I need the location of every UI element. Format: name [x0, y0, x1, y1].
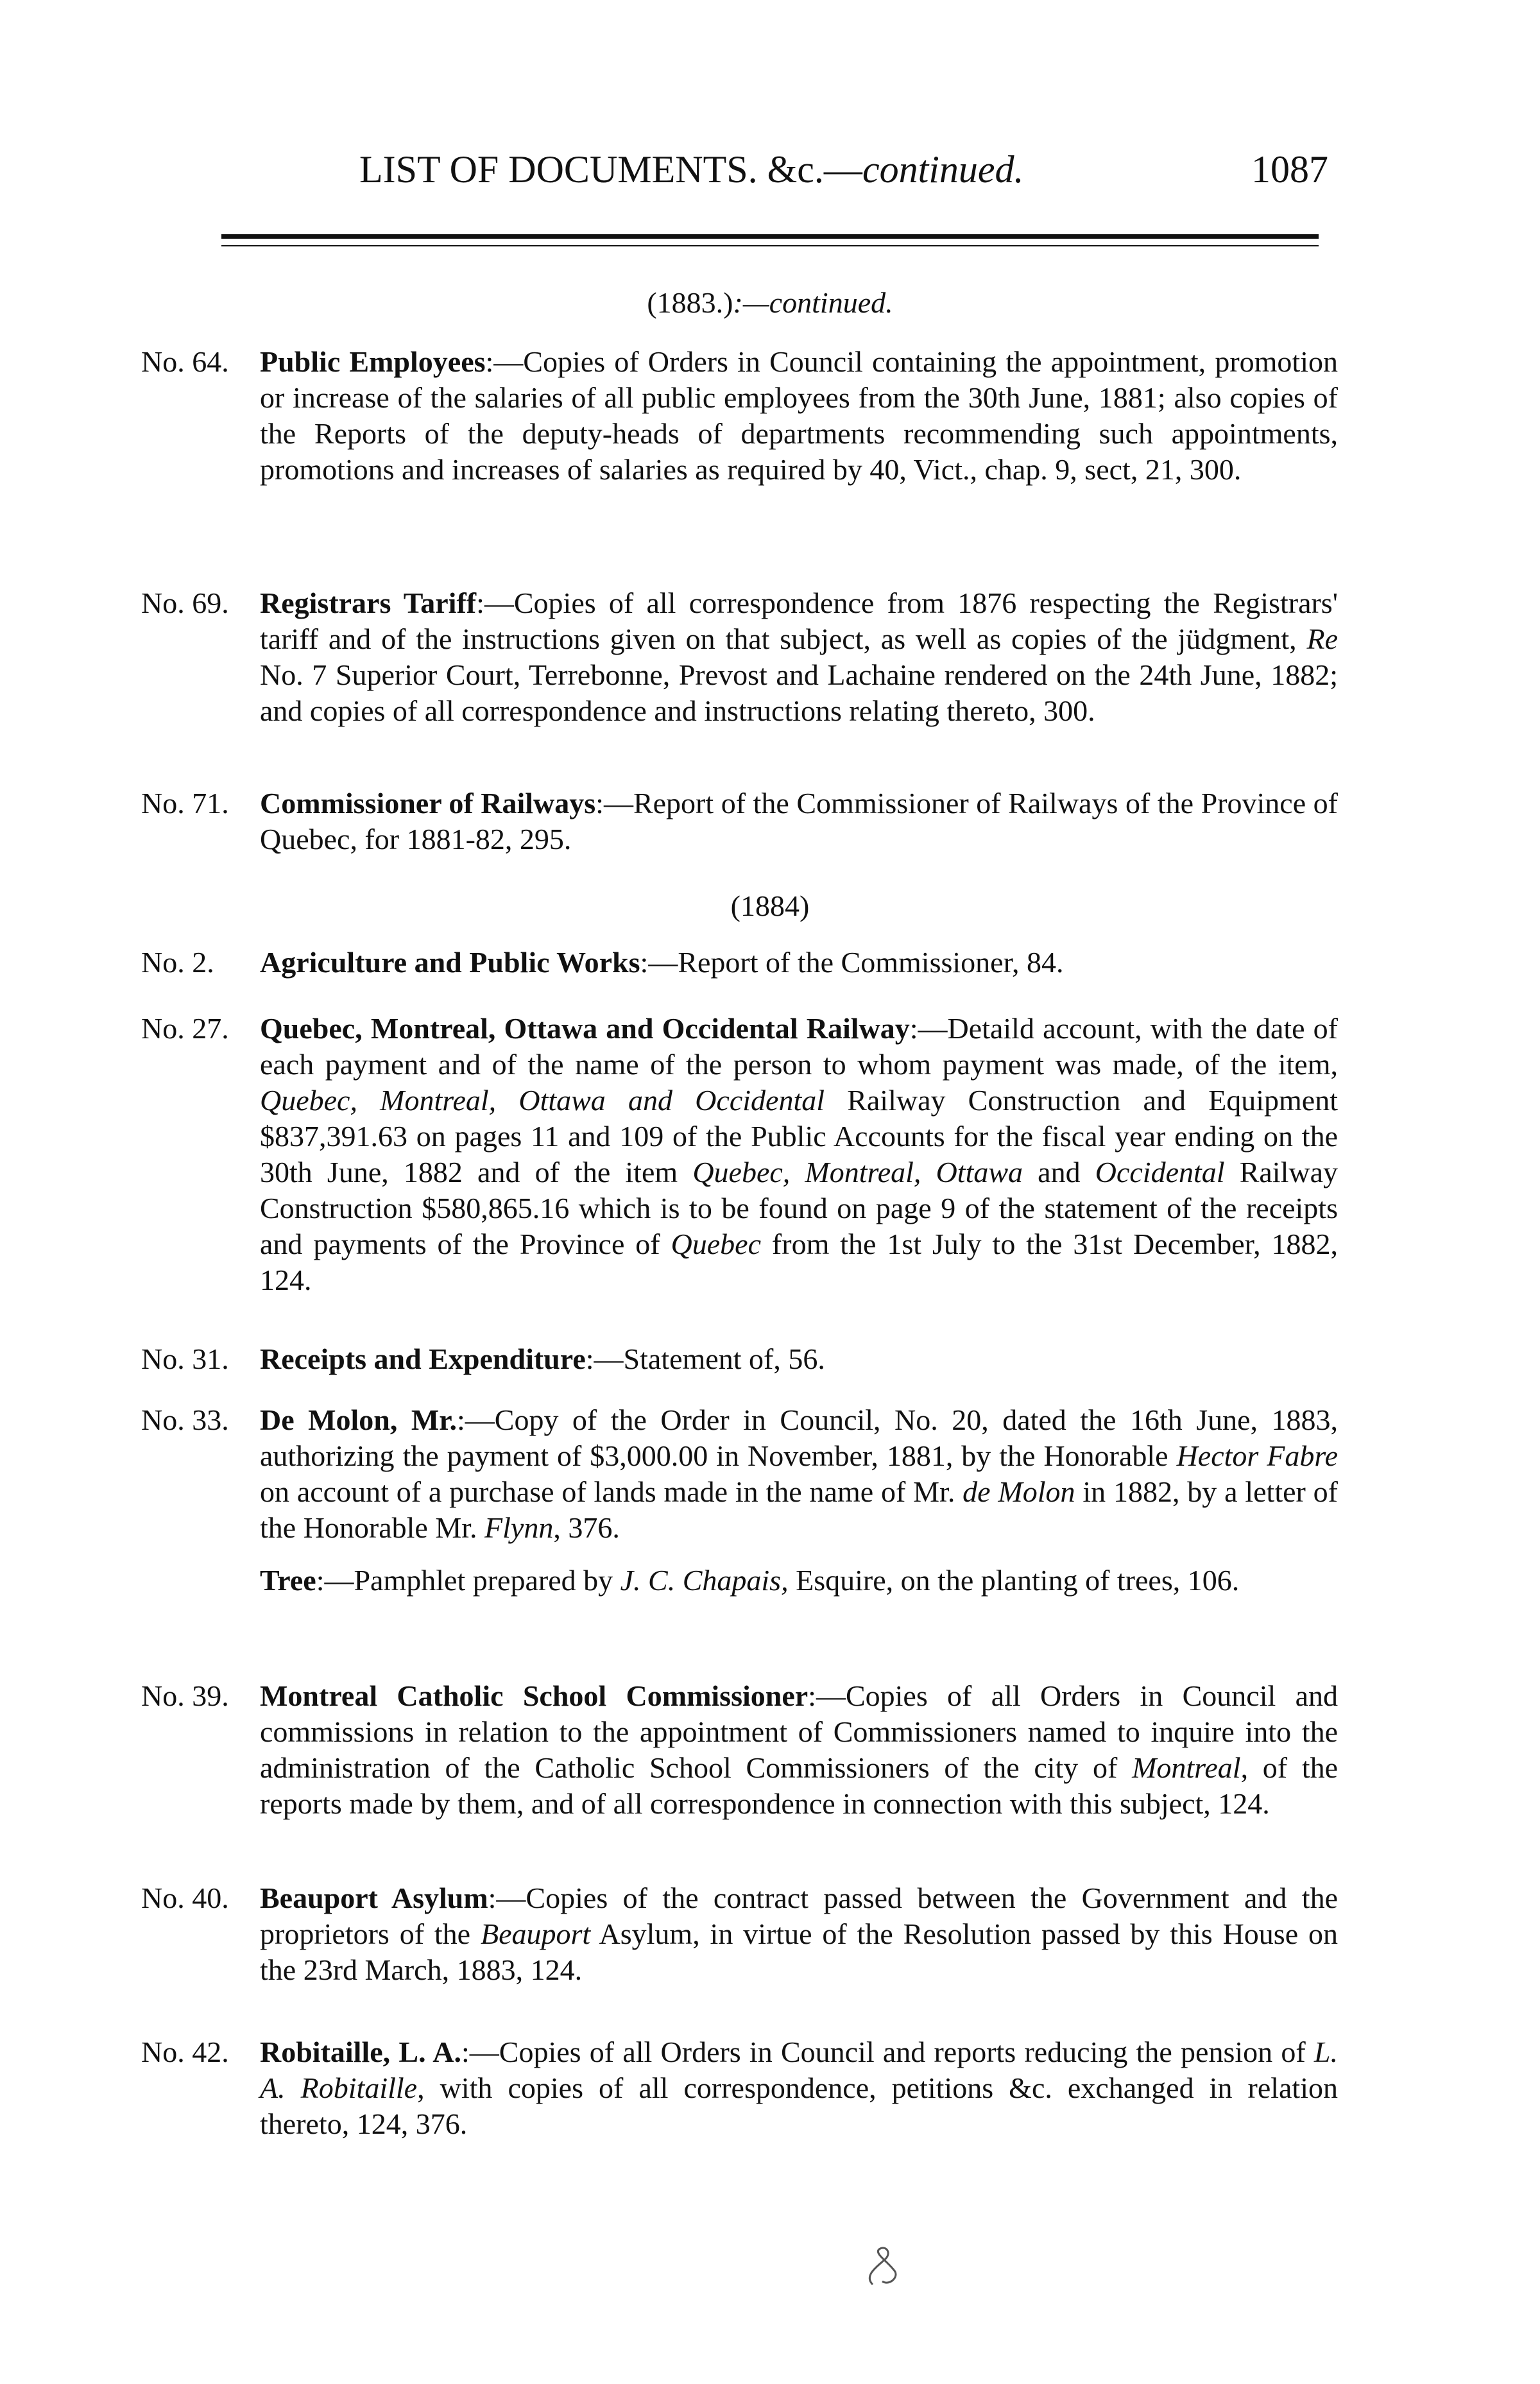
entry-number: No. 27. — [141, 1012, 229, 1045]
entry-body: De Molon, Mr.:—Copy of the Order in Council, No. 20, dated the 16th June, 1883, authorizing the payment of $3,000.00 in November, 1881, by the Honorable Hector Fabre on account of a purchase of lands made in the name of Mr. de Molon in 1882, by a letter of the Honorable Mr. Flynn, 376. — [260, 1403, 1339, 1544]
page-header — [359, 148, 1328, 192]
entry-topic: Montreal Catholic School Commissioner — [260, 1679, 809, 1712]
entry-topic: Commissioner of Railways — [260, 787, 596, 819]
entry-topic: Receipts and Expenditure — [260, 1342, 586, 1375]
page-number: 1087 — [1251, 148, 1328, 191]
entry-topic: De Molon, Mr. — [260, 1403, 457, 1436]
printer-ornament-icon — [860, 2240, 905, 2291]
running-title: LIST OF DOCUMENTS. &c.—continued. — [359, 148, 1024, 191]
entry-number: No. 2. — [141, 946, 214, 979]
entry-topic: Beauport Asylum — [260, 1882, 488, 1914]
entry-body: Receipts and Expenditure:—Statement of, 56. — [260, 1342, 825, 1375]
entry-topic: Quebec, Montreal, Ottawa and Occidental Railway — [260, 1012, 910, 1045]
entry-topic: Registrars Tariff — [260, 587, 477, 619]
entry-topic: Robitaille, L. A. — [260, 2036, 461, 2068]
entry-number: No. 69. — [141, 587, 229, 619]
section-heading-1884: (1884) — [730, 889, 810, 922]
section-heading-1883: (1883.):—continued. — [647, 286, 893, 319]
entry-body: Beauport Asylum:—Copies of the contract passed between the Government and the proprietors of the Beauport Asylum, in virtue of the Resolution passed by this House on the 23rd March, 1883, 124. — [260, 1882, 1338, 1986]
entry-body: Quebec, Montreal, Ottawa and Occidental Railway:—Detaild account, with the date of each payment and of the name of the person to whom payment was made, of the item, Quebec, Montreal, Ottawa and Occidental Railway Construction and Equipment $837,391.63 on pages 11 and 109 of the Public Accounts for the fiscal year ending on the 30th June, 1882 and of the item Quebec, Montreal, Ottawa and Occidental Railway Construction $580,865.16 which is to be found on page 9 of the statement of the receipts and payments of the Province of Quebec from the 1st July to the 31st December, 1882, 124. — [260, 1012, 1339, 1296]
entry-body: Robitaille, L. A.:—Copies of all Orders in Council and reports reducing the pension of L. A. Robitaille, with copies of all correspondence, petitions &c. exchanged in relation thereto, 124, 376. — [260, 2036, 1338, 2140]
entry-number: No. 33. — [141, 1403, 229, 1436]
entry-number: No. 40. — [141, 1882, 229, 1914]
header-rule-thin — [221, 245, 1319, 246]
entry-body: Public Employees:—Copies of Orders in Council containing the appointment, promotion or increase of the salaries of all public employees from the 30th June, 1881; also copies of the Reports of the deputy-heads of departments recommending such appointments, promotions and increases of salaries as required by 40, Vict., chap. 9, sect, 21, 300. — [260, 345, 1338, 486]
entry-topic: Agriculture and Public Works — [260, 946, 640, 979]
entry-topic: Public Employees — [260, 345, 486, 378]
entry-number: No. 31. — [141, 1342, 229, 1375]
entry-body: Registrars Tariff:—Copies of all correspondence from 1876 respecting the Registrars' tariff and of the instructions given on that subject, as well as copies of the jüdgment, Re No. 7 Superior Court, Terrebonne, Prevost and Lachaine rendered on the 24th June, 1882; and copies of all correspondence and instructions relating thereto, 300. — [260, 587, 1338, 727]
entry-number: No. 64. — [141, 345, 229, 378]
entry-body: Agriculture and Public Works:—Report of the Commissioner, 84. — [260, 946, 1064, 979]
entry-number: No. 39. — [141, 1679, 229, 1712]
entry-topic: Tree — [260, 1564, 316, 1597]
entry-body: Commissioner of Railways:—Report of the Commissioner of Railways of the Province of Quebec, for 1881-82, 295. — [260, 787, 1338, 855]
entry-number: No. 71. — [141, 787, 229, 819]
entry-body: Tree:—Pamphlet prepared by J. C. Chapais, Esquire, on the planting of trees, 106. — [260, 1564, 1240, 1597]
entry-number: No. 42. — [141, 2036, 229, 2068]
header-rule — [221, 234, 1319, 239]
entry-body: Montreal Catholic School Commissioner:—Copies of all Orders in Council and commissions in relation to the appointment of Commissioners named to inquire into the administration of the Catholic School Commissioners of the city of Montreal, of the reports made by them, and of all correspondence in connection with this subject, 124. — [260, 1679, 1338, 1820]
